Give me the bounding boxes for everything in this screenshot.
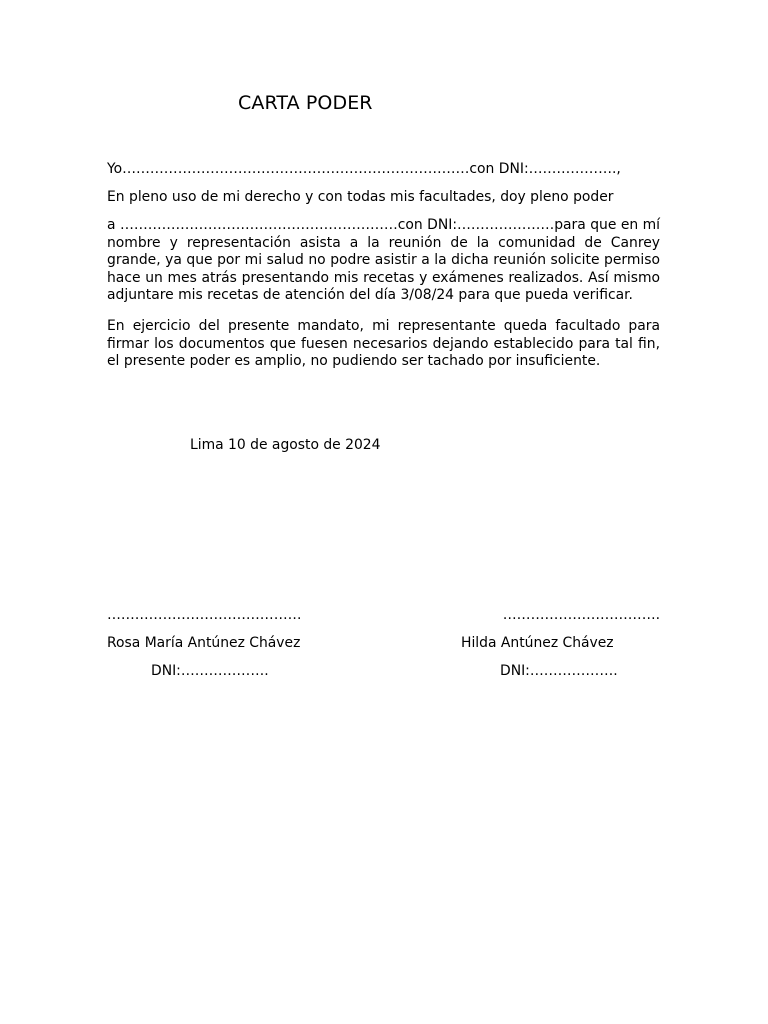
left-signatory-name: Rosa María Antúnez Chávez bbox=[107, 635, 301, 651]
right-signature-line: ……………………………. bbox=[502, 607, 660, 623]
full-rights-line: En pleno uso de mi derecho y con todas mis facultades, doy pleno poder bbox=[107, 189, 614, 205]
representation-paragraph: a ……………………………………………………con DNI:…………………para que en mí nombre y representación asista a la reunión de la comunidad de Canrey grande, ya que por mi salud no podre asistir a la dicha reunión solicite permiso hace un mes atrás presentando mis recetas y exámenes realizados. Así mismo adjuntare mis recetas de atención del día 3/08/24 para que pueda verificar. bbox=[107, 217, 660, 304]
mandate-paragraph: En ejercicio del presente mandato, mi representante queda facultado para firmar los documentos que fuesen necesarios dejando establecido para tal fin, el presente poder es amplio, no pudiendo ser tachado por insuficiente. bbox=[107, 318, 660, 370]
grantor-line: Yo…………………………………………………………………con DNI:………………., bbox=[107, 161, 621, 177]
right-signatory-name: Hilda Antúnez Chávez bbox=[461, 635, 614, 651]
right-signatory-dni: DNI:………………. bbox=[500, 663, 618, 679]
document-title: CARTA PODER bbox=[238, 92, 373, 114]
place-date-line: Lima 10 de agosto de 2024 bbox=[190, 437, 381, 453]
left-signature-line: …………………………………… bbox=[107, 607, 302, 623]
left-signatory-dni: DNI:………………. bbox=[151, 663, 269, 679]
